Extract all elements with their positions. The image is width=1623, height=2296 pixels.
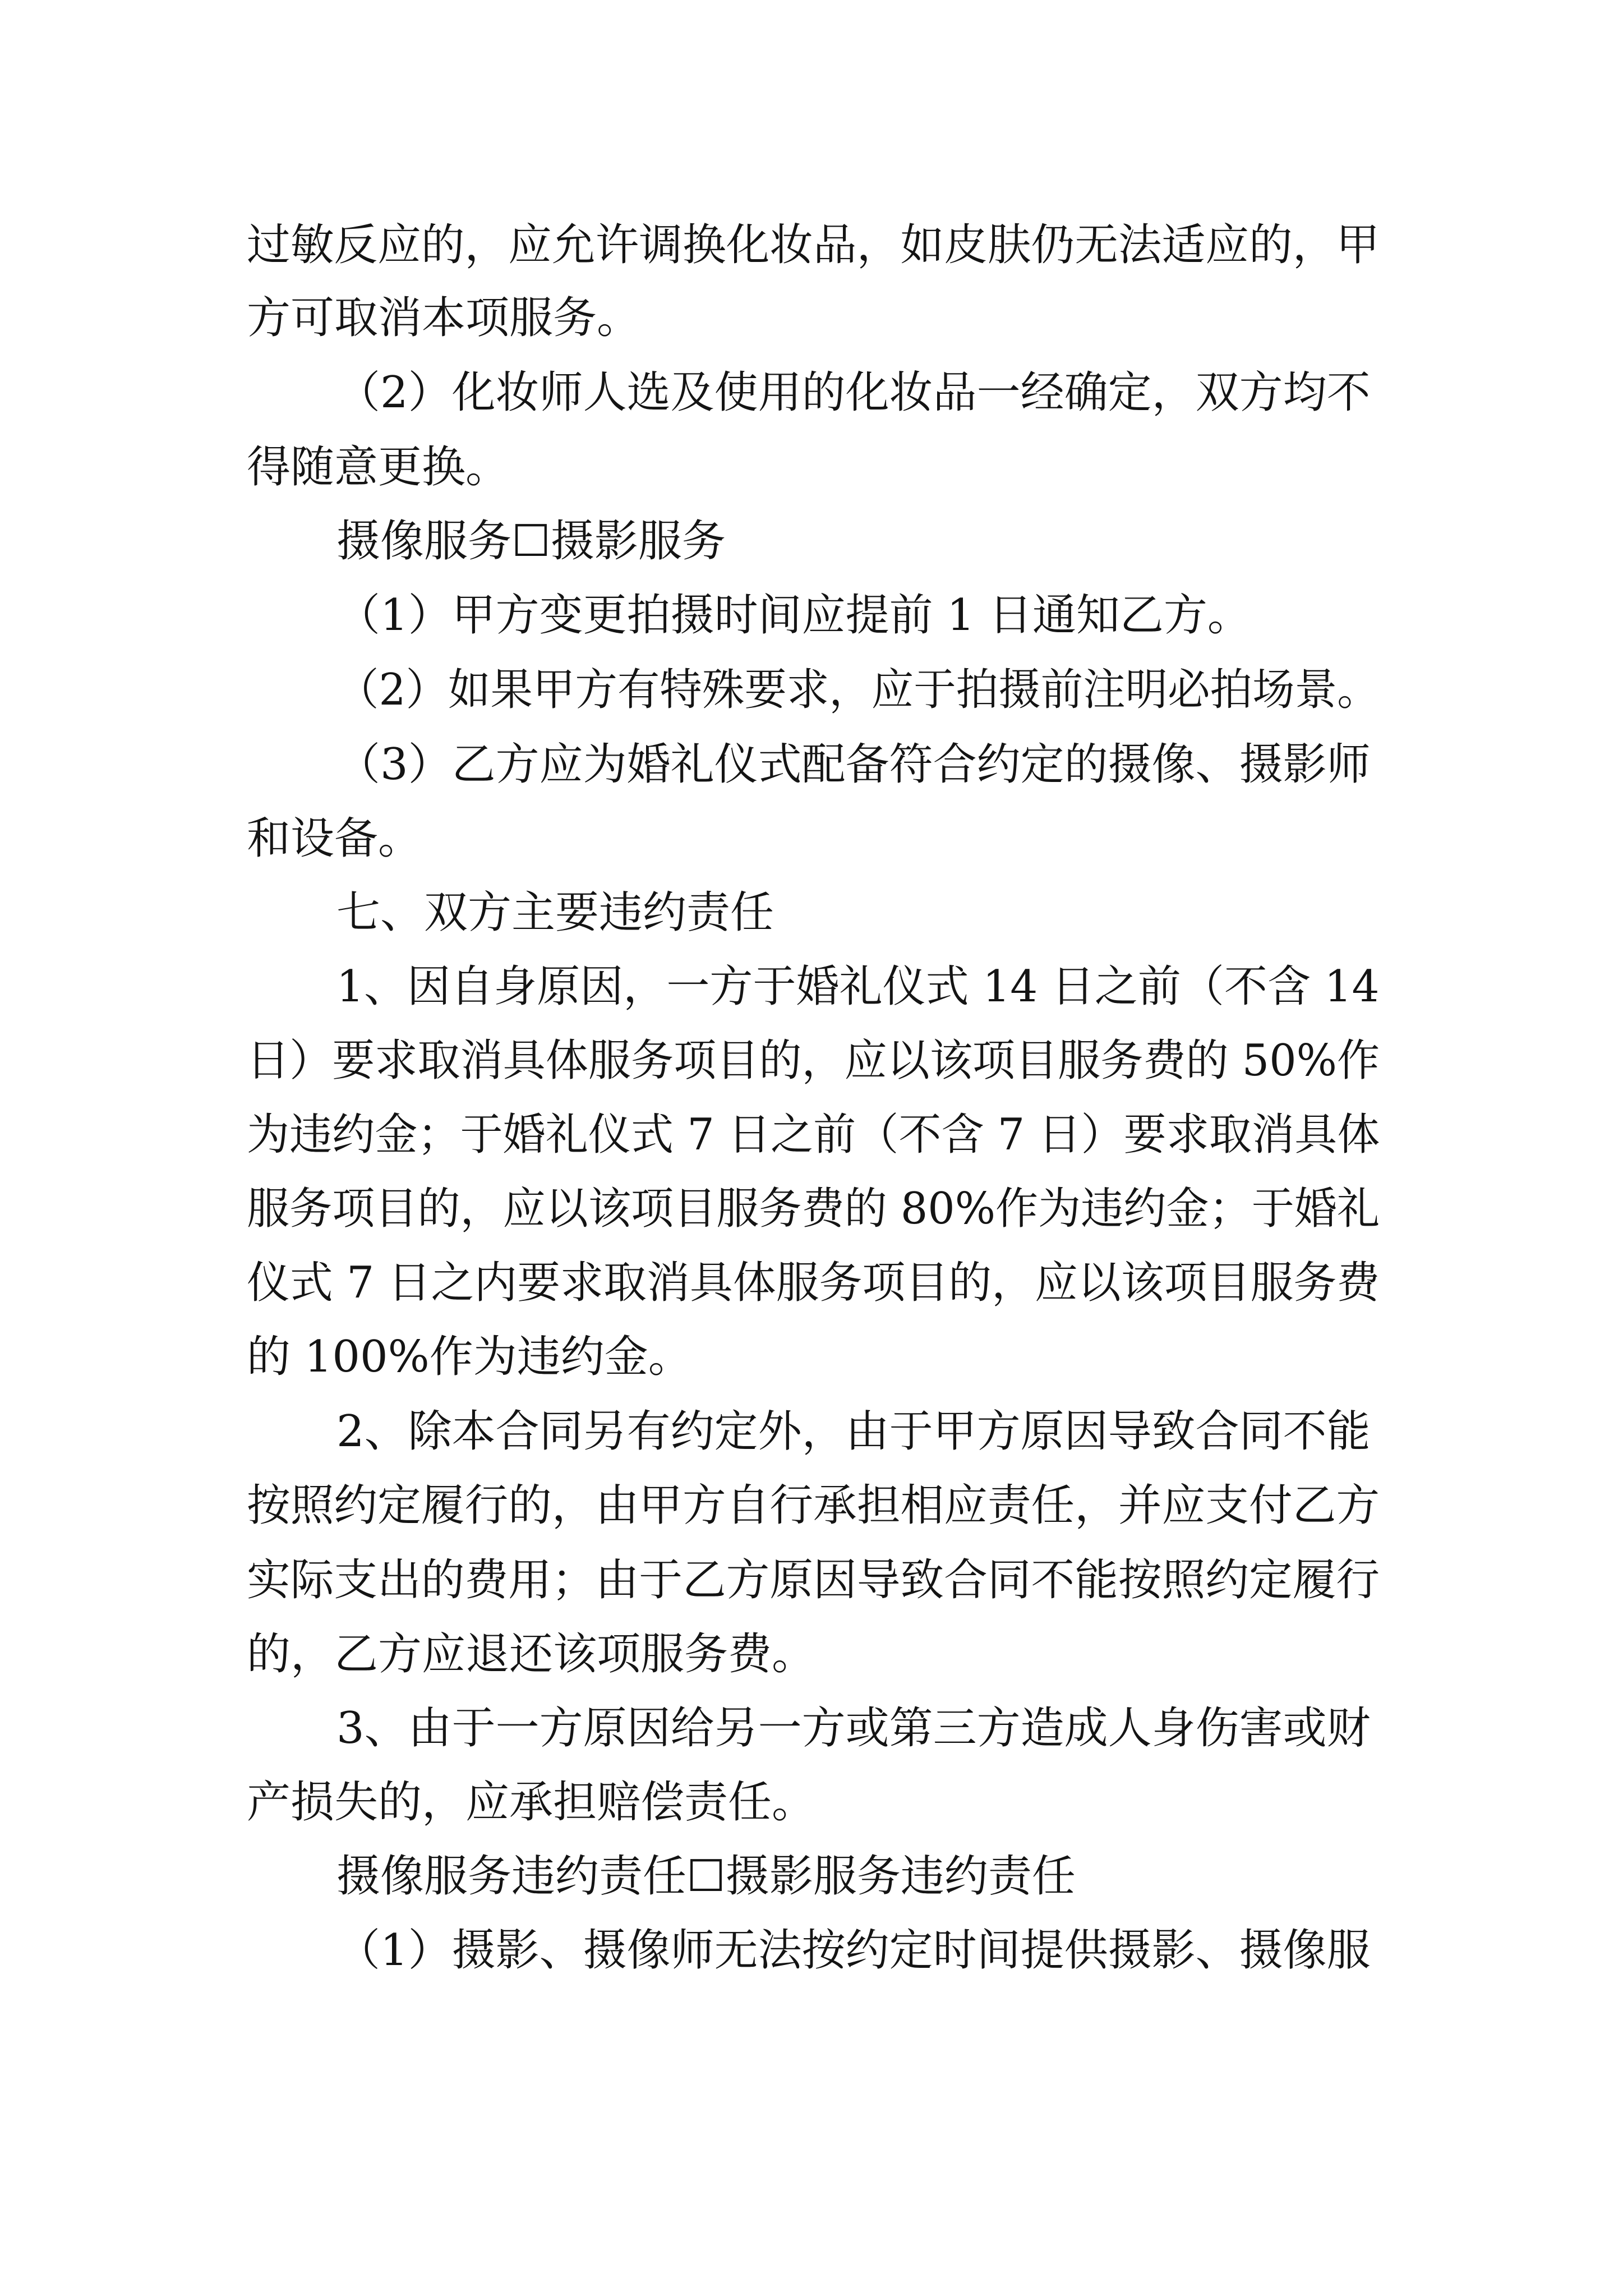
text-line: 和设备。 <box>247 813 422 864</box>
text-line: （1）甲方变更拍摄时间应提前 1 日通知乙方。 <box>336 590 1251 641</box>
text-line: 日）要求取消具体服务项目的，应以该项目服务费的 50%作 <box>247 1036 1380 1086</box>
text-line: 产损失的，应承担赔偿责任。 <box>247 1777 816 1828</box>
section-heading: 摄像服务☐摄影服务 <box>336 516 726 567</box>
text-line: （1）摄影、摄像师无法按约定时间提供摄影、摄像服 <box>336 1925 1371 1976</box>
text-line: 的 100%作为违约金。 <box>247 1332 692 1382</box>
text-line: 2、除本合同另有约定外，由于甲方原因导致合同不能 <box>336 1406 1371 1457</box>
text-line: 3、由于一方原因给另一方或第三方造成人身伤害或财 <box>336 1703 1371 1754</box>
text-line: 方可取消本项服务。 <box>247 293 641 343</box>
text-line: 仪式 7 日之内要求取消具体服务项目的，应以该项目服务费 <box>247 1258 1380 1308</box>
text-line: 过敏反应的，应允许调换化妆品，如皮肤仍无法适应的，甲 <box>247 220 1380 270</box>
text-line: 的，乙方应退还该项服务费。 <box>247 1629 816 1680</box>
text-line: 得随意更换。 <box>247 442 510 493</box>
text-line: 1、因自身原因，一方于婚礼仪式 14 日之前（不含 14 <box>336 961 1380 1012</box>
text-line: （2）如果甲方有特殊要求，应于拍摄前注明必拍场景。 <box>336 665 1380 715</box>
text-line: （3）乙方应为婚礼仪式配备符合约定的摄像、摄影师 <box>336 739 1371 790</box>
text-line: 服务项目的，应以该项目服务费的 80%作为违约金；于婚礼 <box>247 1184 1380 1234</box>
text-line: 按照约定履行的，由甲方自行承担相应责任，并应支付乙方 <box>247 1480 1380 1531</box>
text-line: 实际支出的费用；由于乙方原因导致合同不能按照约定履行 <box>247 1555 1380 1605</box>
section-heading: 摄像服务违约责任☐摄影服务违约责任 <box>336 1851 1076 1902</box>
text-line: 为违约金；于婚礼仪式 7 日之前（不含 7 日）要求取消具体 <box>247 1110 1380 1160</box>
text-line: （2）化妆师人选及使用的化妆品一经确定，双方均不 <box>336 367 1371 418</box>
section-heading: 七、双方主要违约责任 <box>336 887 774 938</box>
